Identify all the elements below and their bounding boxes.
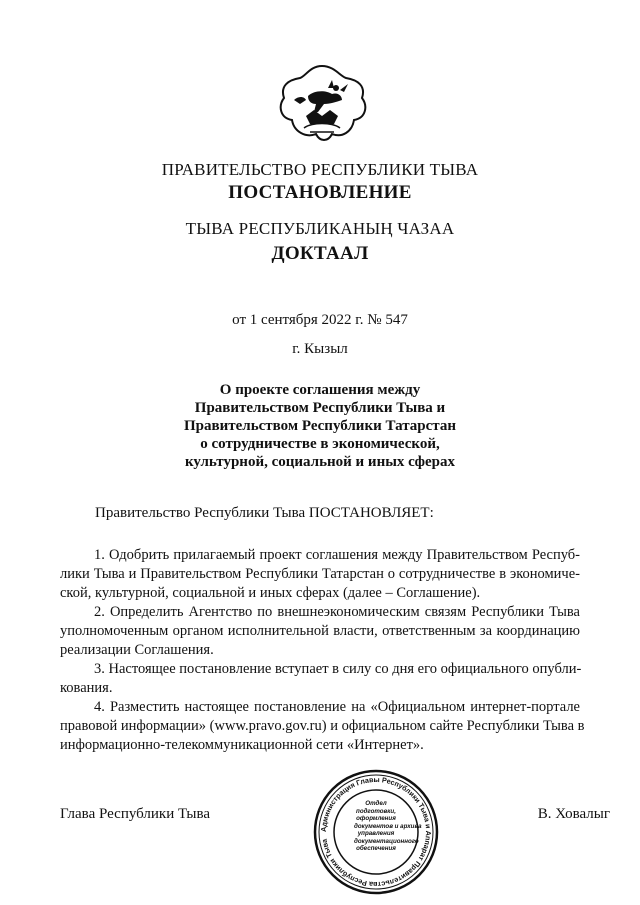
paragraph-1-line: лики Тыва и Правительством Республики Татарстан о сотрудничестве в экономиче-	[60, 566, 580, 582]
stamp-inner-text	[354, 800, 422, 853]
document-subject	[150, 381, 490, 471]
stamp-line: обеспечения	[356, 845, 396, 852]
document-date-number: от 1 сентября 2022 г. № 547	[232, 312, 408, 328]
document-type-ru: ПОСТАНОВЛЕНИЕ	[228, 182, 412, 203]
preamble: Правительство Республики Тыва ПОСТАНОВЛЯЕТ:	[95, 505, 434, 521]
paragraph-4-line: информационно-телекоммуникационной сети «Интернет».	[60, 737, 424, 753]
paragraph-1-line: 1. Одобрить прилагаемый проект соглашения между Правительством Респуб-	[94, 547, 580, 563]
paragraph-1-line: ской, культурной, социальной и иных сферах (далее – Соглашение).	[60, 585, 481, 601]
stamp-line: управления	[357, 830, 395, 837]
subject-line: Правительством Республики Татарстан	[184, 418, 456, 434]
paragraph-2-line: 2. Определить Агентство по внешнеэкономическим связям Республики Тыва	[94, 604, 580, 620]
subject-line: О проекте соглашения между	[219, 382, 421, 398]
signatory-title: Глава Республики Тыва	[60, 806, 211, 822]
stamp-line: оформления	[356, 815, 396, 822]
signatory-name: В. Ховалыг	[537, 806, 610, 822]
paragraph-2-line: уполномоченным органом исполнительной власти, ответственным за координацию	[60, 623, 580, 639]
paragraph-3-line: кования.	[60, 680, 113, 696]
paragraph-4-line: 4. Разместить настоящее постановление на «Официальном интернет-портале	[94, 699, 580, 715]
stamp-ring-text: Администрация Главы Республики Тыва и Аппарат Правительства Республики Тыва	[318, 774, 434, 890]
paragraph-2-line: реализации Соглашения.	[60, 642, 214, 658]
government-name-tv: ТЫВА РЕСПУБЛИКАНЫҢ ЧАЗАА	[185, 219, 455, 238]
paragraph-3-line: 3. Настоящее постановление вступает в силу со дня его официального опубли-	[94, 661, 582, 677]
document-type-tv: ДОКТААЛ	[271, 243, 369, 264]
document-city: г. Кызыл	[292, 341, 348, 357]
subject-line: о сотрудничестве в экономической,	[200, 436, 440, 452]
subject-line: Правительством Республики Тыва и	[194, 400, 446, 416]
paragraph-4-line: правовой информации» (www.pravo.gov.ru) и официальном сайте Республики Тыва в	[60, 718, 585, 734]
stamp-line: документационного	[354, 837, 419, 845]
tuva-coat-of-arms-icon	[270, 62, 374, 150]
stamp-line: подготовки,	[356, 807, 396, 815]
document-body	[60, 546, 585, 755]
government-name-ru: ПРАВИТЕЛЬСТВО РЕСПУБЛИКИ ТЫВА	[161, 160, 479, 179]
stamp-line: Отдел	[365, 800, 387, 807]
subject-line: культурной, социальной и иных сферах	[184, 454, 456, 470]
stamp-line: документов и архива	[354, 822, 422, 830]
